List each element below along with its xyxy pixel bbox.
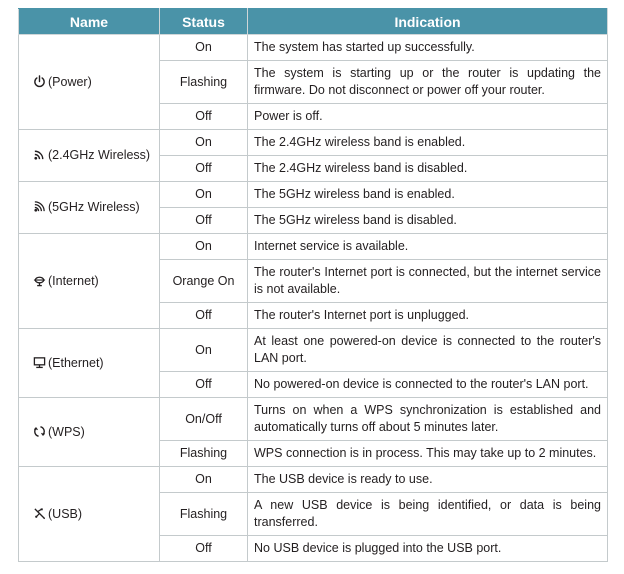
led-name-cell xyxy=(19,130,160,182)
indication-cell: WPS connection is in process. This may take up to 2 minutes. xyxy=(248,441,608,467)
status-cell: On xyxy=(160,234,248,260)
indication-cell: Internet service is available. xyxy=(248,234,608,260)
status-cell: On xyxy=(160,329,248,372)
led-name-cell xyxy=(19,398,160,467)
usb-icon xyxy=(33,507,46,520)
wireless-2g-icon xyxy=(33,148,46,161)
status-cell: Off xyxy=(160,536,248,562)
status-cell: On xyxy=(160,130,248,156)
table-row xyxy=(19,130,608,156)
status-cell: Off xyxy=(160,156,248,182)
led-name-cell xyxy=(19,467,160,562)
indication-cell: Turns on when a WPS synchronization is established and automatically turns off about 5 minutes later. xyxy=(248,398,608,441)
header-status: Status xyxy=(160,9,248,35)
led-name-cell xyxy=(19,234,160,329)
header-indication: Indication xyxy=(248,9,608,35)
table-row xyxy=(19,329,608,372)
led-indicator-table xyxy=(18,8,608,562)
indication-cell: The system is starting up or the router is updating the firmware. Do not disconnect or power off your router. xyxy=(248,61,608,104)
led-name-cell xyxy=(19,182,160,234)
status-cell: Flashing xyxy=(160,493,248,536)
led-name-cell xyxy=(19,35,160,130)
status-cell: On xyxy=(160,182,248,208)
header-name: Name xyxy=(19,9,160,35)
indication-cell: The router's Internet port is unplugged. xyxy=(248,303,608,329)
indication-cell: At least one powered-on device is connected to the router's LAN port. xyxy=(248,329,608,372)
indication-cell: The USB device is ready to use. xyxy=(248,467,608,493)
status-cell: Off xyxy=(160,372,248,398)
led-name: (Ethernet) xyxy=(48,355,104,370)
wireless-5g-icon xyxy=(33,200,46,213)
internet-icon xyxy=(33,274,46,287)
status-cell: On xyxy=(160,35,248,61)
indication-cell: No USB device is plugged into the USB port. xyxy=(248,536,608,562)
indication-cell: No powered-on device is connected to the router's LAN port. xyxy=(248,372,608,398)
status-cell: Off xyxy=(160,104,248,130)
indication-cell: The 2.4GHz wireless band is disabled. xyxy=(248,156,608,182)
table-row xyxy=(19,234,608,260)
indication-cell: Power is off. xyxy=(248,104,608,130)
ethernet-icon xyxy=(33,356,46,369)
indication-cell: The system has started up successfully. xyxy=(248,35,608,61)
table-row xyxy=(19,467,608,493)
led-name: (Internet) xyxy=(48,273,99,288)
status-cell: On xyxy=(160,467,248,493)
led-name: (2.4GHz Wireless) xyxy=(48,148,151,162)
led-name: (5GHz Wireless) xyxy=(48,200,140,214)
indication-cell: The 5GHz wireless band is disabled. xyxy=(248,208,608,234)
table-row xyxy=(19,182,608,208)
indication-cell: The 2.4GHz wireless band is enabled. xyxy=(248,130,608,156)
table-row xyxy=(19,35,608,61)
indication-cell: The 5GHz wireless band is enabled. xyxy=(248,182,608,208)
led-name: (Power) xyxy=(48,74,92,89)
wps-icon xyxy=(33,425,46,438)
power-icon xyxy=(33,75,46,88)
status-cell: Off xyxy=(160,208,248,234)
led-name-cell xyxy=(19,329,160,398)
indication-cell: A new USB device is being identified, or data is being transferred. xyxy=(248,493,608,536)
led-name: (WPS) xyxy=(48,424,85,439)
status-cell: Off xyxy=(160,303,248,329)
status-cell: Orange On xyxy=(160,260,248,303)
status-cell: Flashing xyxy=(160,61,248,104)
led-name: (USB) xyxy=(48,506,83,521)
status-cell: On/Off xyxy=(160,398,248,441)
indication-cell: The router's Internet port is connected, but the internet service is not available. xyxy=(248,260,608,303)
table-row xyxy=(19,398,608,441)
header-row xyxy=(19,9,608,35)
status-cell: Flashing xyxy=(160,441,248,467)
